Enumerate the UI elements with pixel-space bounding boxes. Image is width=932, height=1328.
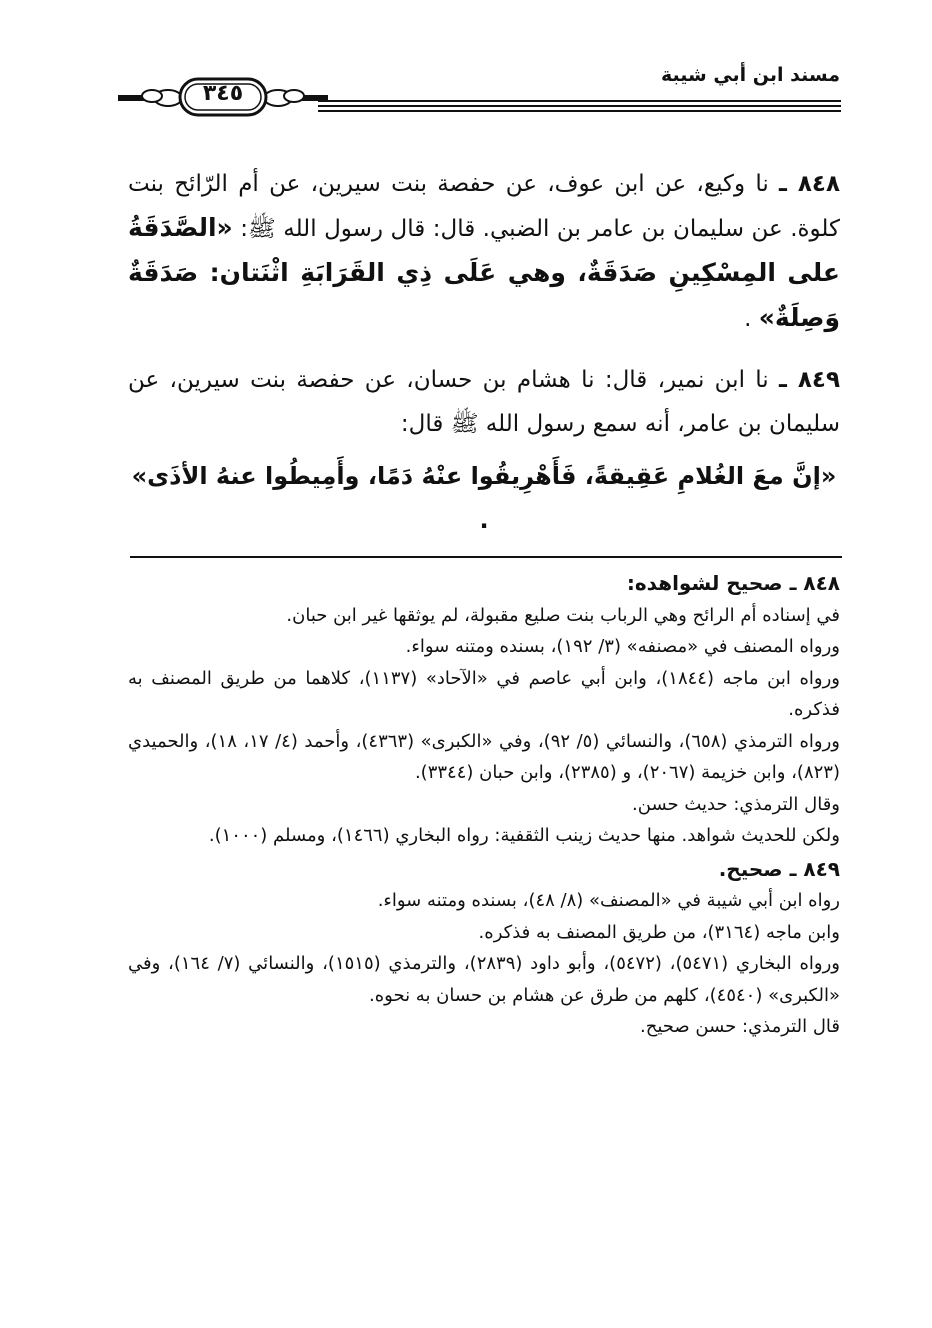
hadith-849 <box>128 358 840 542</box>
page-number: ٣٤٥ <box>202 81 244 106</box>
hadith-quote: «إنَّ معَ الغُلامِ عَقِيقةً، فَأَهْرِيقُوا عنْهُ دَمًا، وأَمِيطُوا عنهُ الأذَى» <box>131 462 837 490</box>
hadith-848 <box>128 162 840 341</box>
note-line: ورواه ابن ماجه (١٨٤٤)، وابن أبي عاصم في «الآحاد» (١١٣٧)، كلاهما من طريق المصنف به فذكره. <box>128 667 840 720</box>
hadith-text: نا وكيع، عن ابن عوف، عن حفصة بنت سيرين، عن أم الرّائح بنت كلوة. عن سليمان بن عامر بن الضبي. قال: قال رسول الله ﷺ: <box>128 171 840 242</box>
hadith-number: ٨٤٨ ـ <box>779 171 841 197</box>
note-line: في إسناده أم الرائح وهي الرباب بنت صليع مقبولة، لم يوثقها غير ابن حبان. <box>286 604 840 626</box>
footnotes <box>128 568 840 1043</box>
note-heading: ٨٤٩ ـ صحيح. <box>718 856 840 881</box>
page-number-ornament <box>118 74 328 120</box>
note-line: رواه ابن أبي شيبة في «المصنف» (٨/ ٤٨)، بسنده ومتنه سواء. <box>377 890 840 911</box>
footnote-divider <box>130 556 842 558</box>
note-line: وقال الترمذي: حديث حسن. <box>632 793 840 815</box>
note-heading: ٨٤٨ ـ صحيح لشواهده: <box>626 571 840 595</box>
hadith-end: . <box>744 306 752 332</box>
note-line: ورواه الترمذي (٦٥٨)، والنسائي (٥/ ٩٢)، وفي «الكبرى» (٤٣٦٣)، وأحمد (٤/ ١٧، ١٨)، والحميدي (٨٢٣)، وابن خزيمة (٢٠٦٧)، و (٢٣٨٥)، وابن حبان (٣٣٤٤). <box>128 730 840 783</box>
note-line: وابن ماجه (٣١٦٤)، من طريق المصنف به فذكره. <box>478 921 840 943</box>
running-title: مسند ابن أبي شيبة <box>660 64 840 86</box>
hadith-text: نا ابن نمير، قال: نا هشام بن حسان، عن حفصة بنت سيرين، عن سليمان بن عامر، أنه سمع رسول الله ﷺ قال: <box>128 367 840 437</box>
main-text <box>128 162 840 542</box>
hadith-quote: «الصَّدَقَةُ على المِسْكِينِ صَدَقَةٌ، وهي عَلَى ذِي القَرَابَةِ اثْنَتان: صَدَقَةٌ وَصِلَةٌ» <box>128 213 840 332</box>
note-line: ورواه البخاري (٥٤٧١)، (٥٤٧٢)، وأبو داود (٢٨٣٩)، والترمذي (١٥١٥)، والنسائي (٧/ ١٦٤)، وفي «الكبرى» (٤٥٤٠)، كلهم من طرق عن هشام بن حسان به نحوه. <box>128 953 840 1006</box>
header-rule <box>318 100 841 116</box>
hadith-end: . <box>479 506 489 534</box>
hadith-number: ٨٤٩ ـ <box>779 367 840 393</box>
note-line: ولكن للحديث شواهد. منها حديث زينب الثقفية: رواه البخاري (١٤٦٦)، ومسلم (١٠٠٠). <box>208 825 840 846</box>
hadith-quote-line <box>128 454 840 542</box>
note-line: قال الترمذي: حسن صحيح. <box>640 1016 840 1037</box>
note-line: ورواه المصنف في «مصنفه» (٣/ ١٩٢)، بسنده ومتنه سواء. <box>405 636 840 657</box>
